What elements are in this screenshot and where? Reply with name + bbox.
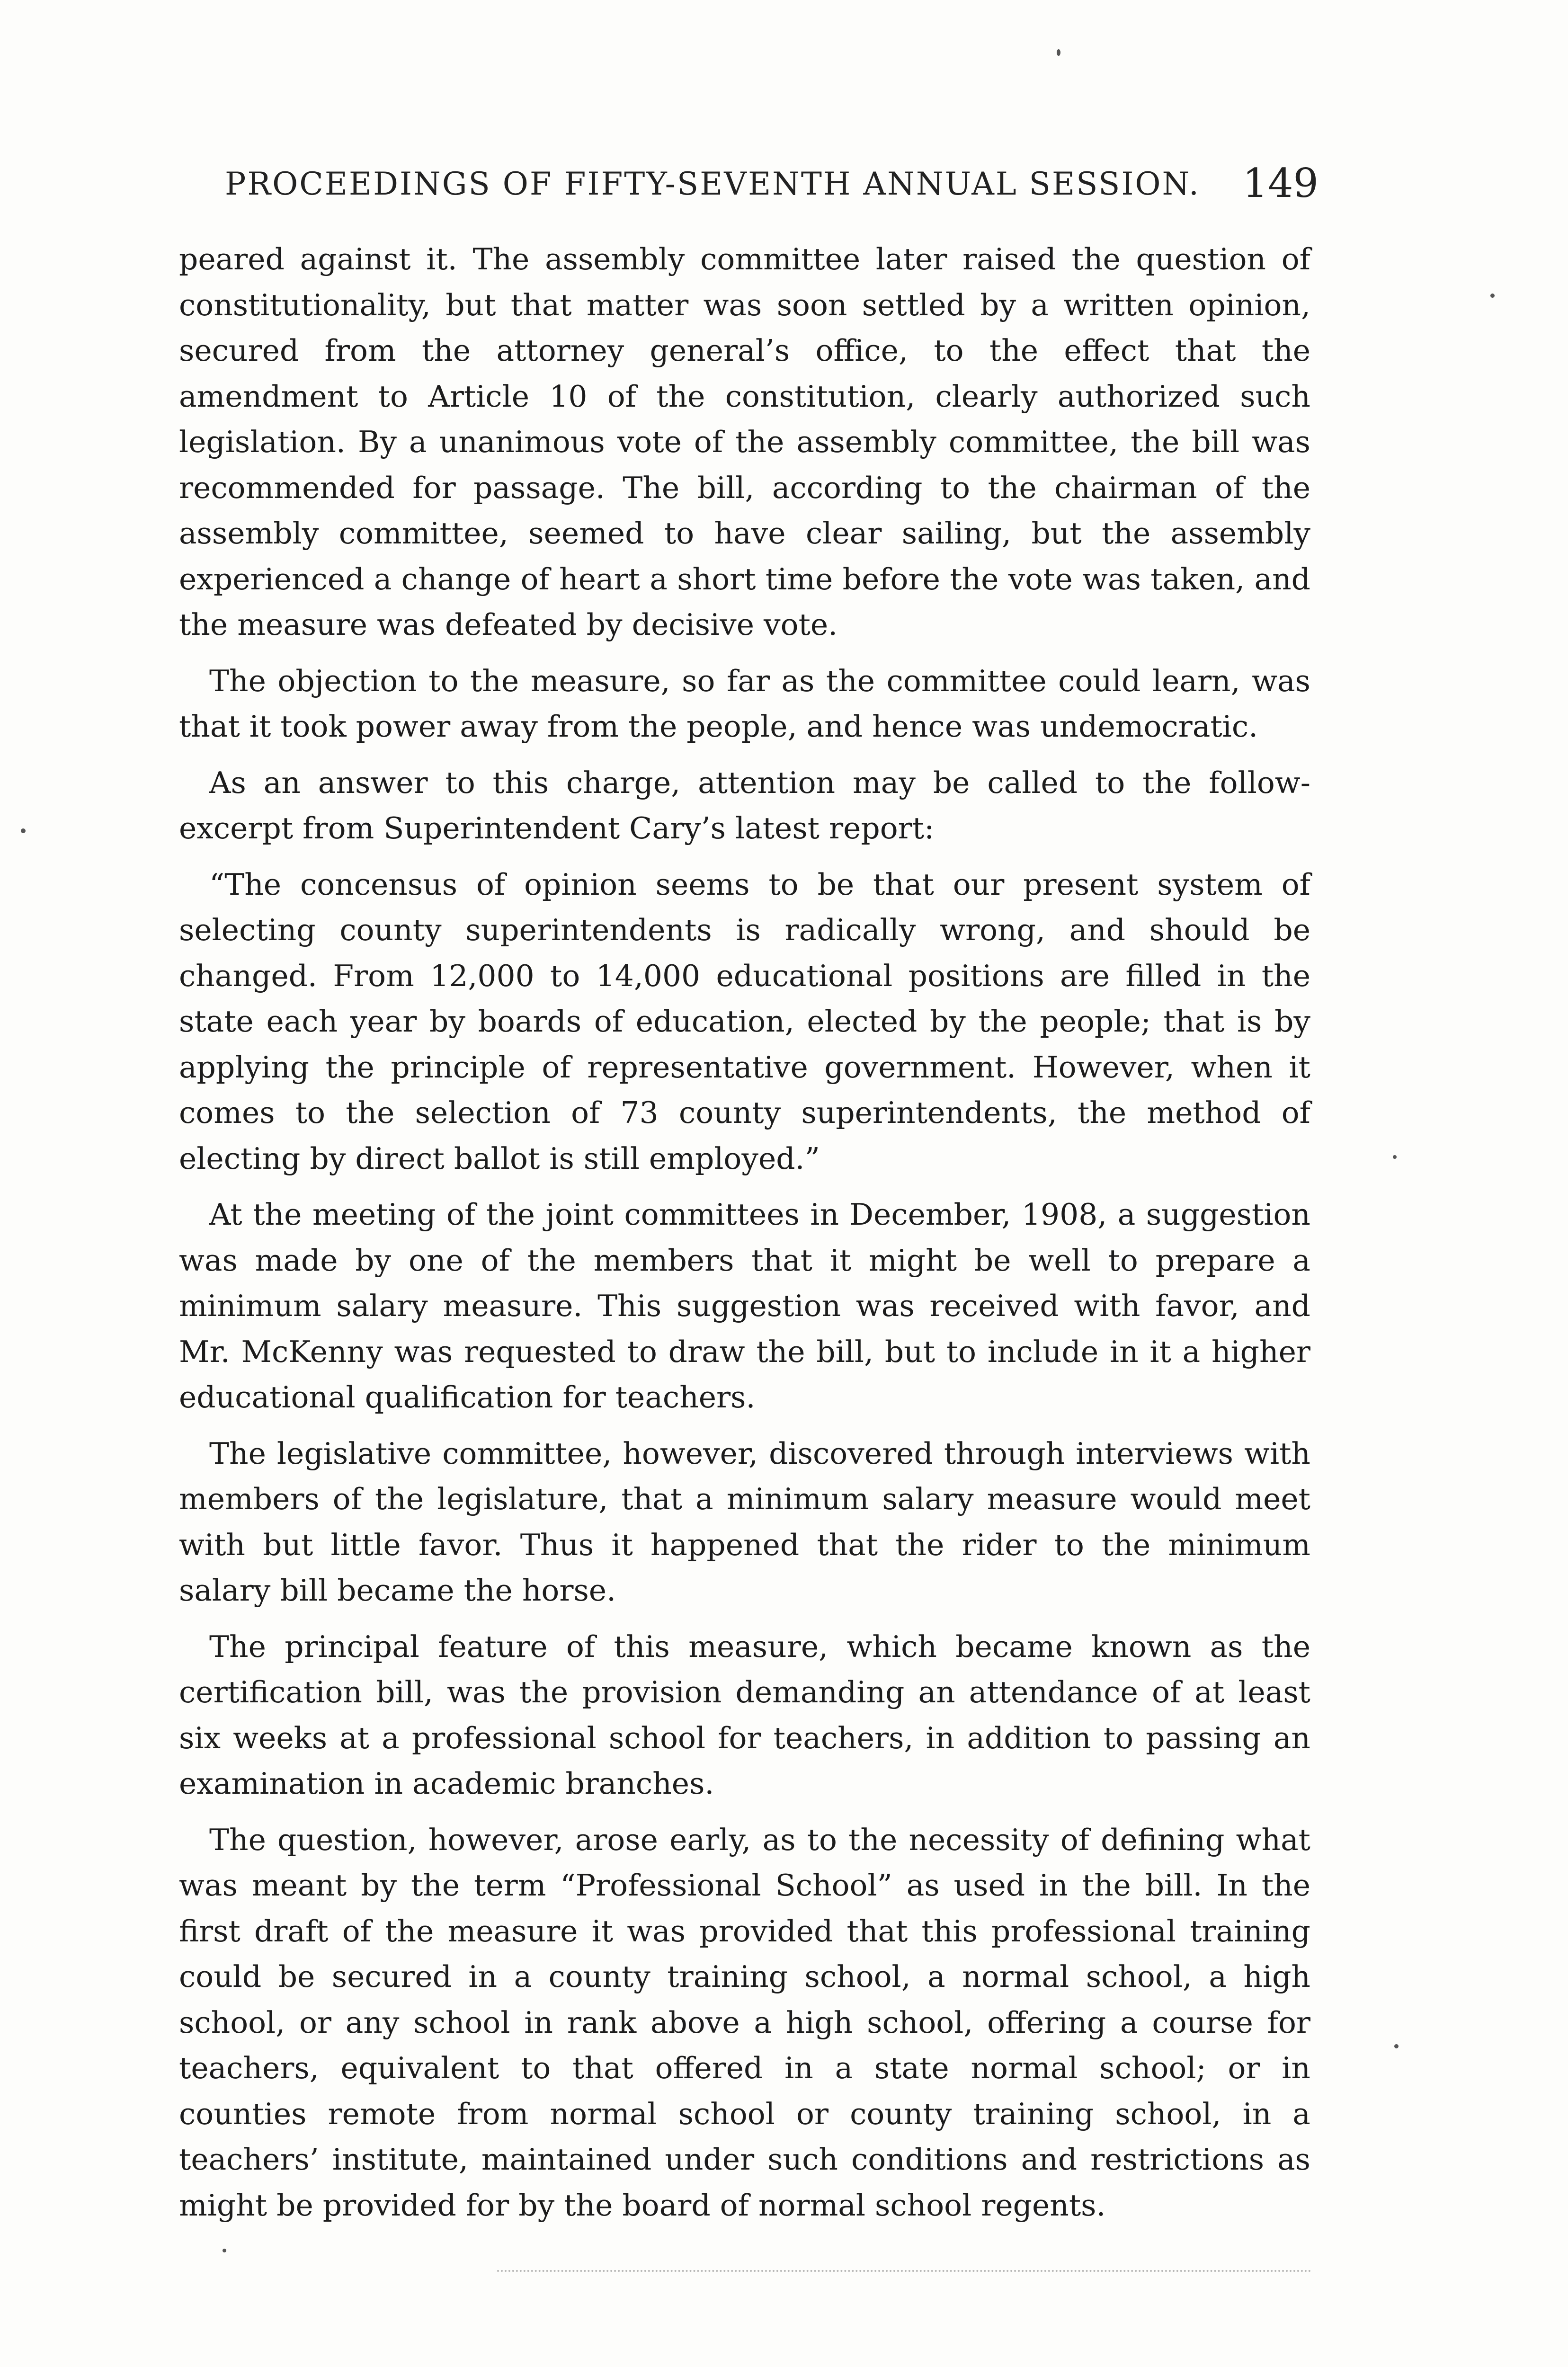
scan-speck	[21, 828, 26, 833]
scan-speck	[223, 2249, 226, 2252]
paragraph-continued: peared against it. The assembly committee later raised the question of constitutionality, but that matter was soon settled by a written opinion, secured from the attorney general’s office, to the effect that the amendment to Article 10 of the constitution, clearly authorized such legislation. By a unanimous vote of the assembly committee, the bill was recommended for passage. The bill, according to the chairman of the assembly committee, seemed to have clear sailing, but the assembly experienced a change of heart a short time before the vote was taken, and the measure was defeated by decisive vote.	[179, 242, 1310, 642]
scan-speck	[1057, 49, 1060, 56]
running-title: PROCEEDINGS OF FIFTY-SEVENTH ANNUAL SESSION.	[225, 166, 1201, 202]
running-header	[225, 156, 1319, 222]
scan-noise-line	[497, 2270, 1311, 2278]
paragraph-principal-feature: The principal feature of this measure, which became known as the certification bill, was the provision demanding an attendance of at least six weeks at a professional school for teachers, in addition to passing an examination in academic branches.	[179, 1629, 1310, 1801]
scan-speck	[1393, 1155, 1397, 1159]
scan-speck	[1490, 294, 1495, 298]
scan-speck	[1394, 2044, 1399, 2048]
page-number: 149	[1242, 160, 1319, 206]
body-text	[179, 237, 1310, 2239]
paragraph-professional-school: The question, however, arose early, as to the necessity of defining what was meant by the term “Professional School” as used in the bill. In the first draft of the measure it was provided that this professional training could be secured in a county training school, a normal school, a high school, or any school in rank above a high school, offering a course for teachers, equivalent to that offered in a state normal school; or in counties remote from normal school or county training school, in a teachers’ institute, maintained under such conditions and restrictions as might be provided for by the board of normal school regents.	[179, 1822, 1310, 2223]
paragraph-answer: As an answer to this charge, attention may be called to the follow- excerpt from Superintendent Cary’s latest report:	[179, 765, 1310, 845]
paragraph-legislative-committee: The legislative committee, however, discovered through interviews with members of the legislature, that a minimum salary measure would meet with but little favor. Thus it happened that the rider to the minimum salary bill became the horse.	[179, 1436, 1310, 1608]
paragraph-joint-committees: At the meeting of the joint committees in December, 1908, a suggestion was made by one of the members that it might be well to prepare a minimum salary measure. This suggestion was received with favor, and Mr. McKenny was requested to draw the bill, but to include in it a higher educational qualification for teachers.	[179, 1197, 1310, 1415]
paragraph-objection: The objection to the measure, so far as the committee could learn, was that it took power away from the people, and hence was undemocratic.	[179, 663, 1310, 744]
paragraph-quotation: “The concensus of opinion seems to be that our present system of selecting county superintendents is radically wrong, and should be changed. From 12,000 to 14,000 educational positions are filled in the state each year by boards of education, elected by the people; that is by applying the principle of representative government. However, when it comes to the selection of 73 county superintendents, the method of electing by direct ballot is still employed.”	[179, 867, 1310, 1176]
